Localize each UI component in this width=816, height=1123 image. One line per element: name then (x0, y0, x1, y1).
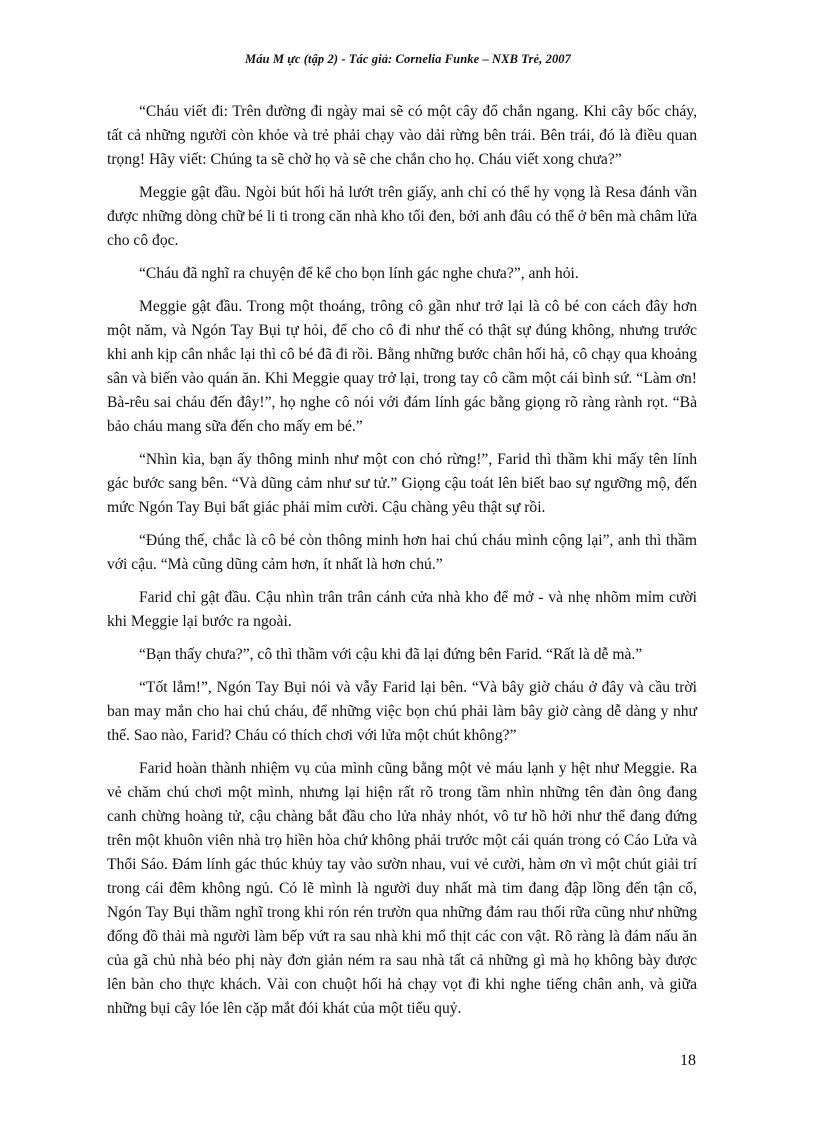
paragraph: Meggie gật đầu. Ngòi bút hối hả lướt trên giấy, anh chỉ có thể hy vọng là Resa đánh vần được những dòng chữ bé li ti trong căn nhà kho tối đen, bởi anh đâu có thể ở bên mà châm lửa cho cô đọc. (107, 184, 697, 249)
paragraph: “Tốt lắm!”, Ngón Tay Bụi nói và vẫy Farid lại bên. “Và bây giờ cháu ở đây và cầu trời ban may mắn cho hai chú cháu, để những việc bọn chú phải làm bây giờ càng dễ dàng y như thế. Sao nào, Farid? Cháu có thích chơi với lửa một chút không?” (107, 679, 697, 744)
paragraph: “Đúng thế, chắc là cô bé còn thông minh hơn hai chú cháu mình cộng lại”, anh thì thầm với cậu. “Mà cũng dũng cảm hơn, ít nhất là hơn chú.” (107, 532, 697, 573)
paragraph: “Bạn thấy chưa?”, cô thì thầm với cậu khi đã lại đứng bên Farid. “Rất là dễ mà.” (139, 646, 643, 663)
paragraph: Farid hoàn thành nhiệm vụ của mình cũng bằng một vẻ máu lạnh y hệt như Meggie. Ra vẻ chăm chú chơi một mình, nhưng lại hiện rất rõ trong tầm nhìn những tên đàn ông đang canh chừng hoàng tử, cậu chàng bắt đầu cho lửa nhảy nhót, vô tư hồ hởi như thể đang đứng trên một khuôn viên nhà trọ hiền hòa chứ không phải trước một cái quán trong có Cáo Lửa và Thổi Sáo. Đám lính gác thúc khủy tay vào sườn nhau, vui vẻ cười, hàm ơn vì một chút giải trí trong cái đêm không ngủ. Có lẽ mình là người duy nhất mà tim đang đập lồng đến tận cổ, Ngón Tay Bụi thầm nghĩ trong khi rón rén trườn qua những đám rau thối rữa cũng như những đống đồ thải mà người làm bếp vứt ra sau nhà khi mổ thịt các con vật. Rõ ràng là đám nấu ăn của gã chủ nhà béo phị này đơn giản ném ra sau nhà tất cả những gì mà họ không bày được lên bàn cho thực khách. Vài con chuột hối hả chạy vọt đi khi nghe tiếng chân anh, và giữa những bụi cây lóe lên cặp mắt đói khát của một tiểu quỷ. (107, 760, 697, 1017)
chapter-body (107, 100, 697, 1030)
paragraph: “Cháu viết đi: Trên đường đi ngày mai sẽ có một cây đổ chắn ngang. Khi cây bốc cháy, tất cả những người còn khỏe và trẻ phải chạy vào dải rừng bên trái. Bên trái, đó là điều quan trọng! Hãy viết: Chúng ta sẽ chờ họ và sẽ che chắn cho họ. Cháu viết xong chưa?” (107, 103, 697, 168)
paragraph: “Cháu đã nghĩ ra chuyện để kể cho bọn lính gác nghe chưa?”, anh hỏi. (139, 265, 579, 282)
paragraph: Farid chỉ gật đầu. Cậu nhìn trân trân cánh cửa nhà kho để mở - và nhẹ nhõm mỉm cười khi Meggie lại bước ra ngoài. (107, 589, 697, 630)
paragraph: “Nhìn kìa, bạn ấy thông minh như một con chó rừng!”, Farid thì thầm khi mấy tên lính gác bước sang bên. “Và dũng cảm như sư tử.” Giọng cậu toát lên biết bao sự ngưỡng mộ, đến mức Ngón Tay Bụi bất giác phải mỉm cười. Cậu chàng yêu thật sự rồi. (107, 451, 697, 516)
page-header: Máu M ực (tập 2) - Tác giả: Cornelia Funke – NXB Trẻ, 2007 (244, 52, 572, 66)
page-number: 18 (680, 1052, 696, 1069)
paragraph: Meggie gật đầu. Trong một thoáng, trông cô gần như trở lại là cô bé con cách đây hơn một năm, và Ngón Tay Bụi tự hỏi, để cho cô đi như thế có thật sự đúng không, nhưng trước khi anh kịp cân nhắc lại thì cô bé đã đi rồi. Bằng những bước chân hối hả, cô chạy qua khoảng sân và biến vào quán ăn. Khi Meggie quay trở lại, trong tay cô cầm một cái bình sứ. “Làm ơn! Bà-rêu sai cháu đến đây!”, họ nghe cô nói với đám lính gác bằng giọng rõ ràng rành rọt. “Bà bảo cháu mang sữa đến cho mấy em bé.” (107, 298, 697, 435)
